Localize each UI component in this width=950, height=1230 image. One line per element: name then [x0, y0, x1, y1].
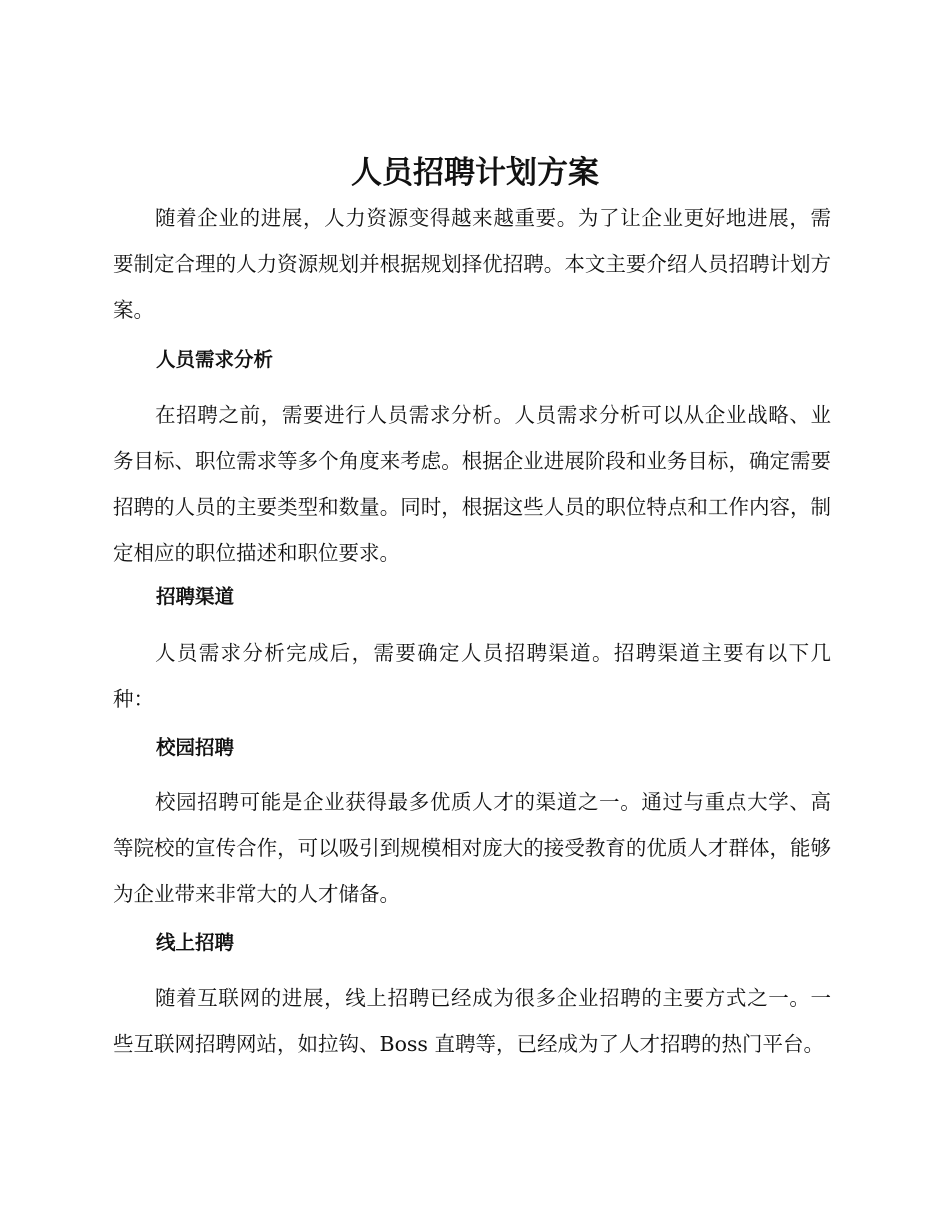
section-body-recruitment-channels: 人员需求分析完成后，需要确定人员招聘渠道。招聘渠道主要有以下几种：	[113, 641, 831, 711]
section-heading-campus-recruitment: 校园招聘	[156, 736, 235, 759]
section-heading-demand-analysis: 人员需求分析	[156, 348, 274, 371]
document-title: 人员招聘计划方案	[351, 155, 599, 191]
section-body-online-recruitment: 随着互联网的进展，线上招聘已经成为很多企业招聘的主要方式之一。一些互联网招聘网站，如拉钩、Boss 直聘等，已经成为了人才招聘的热门平台。	[113, 986, 831, 1056]
section-heading-recruitment-channels: 招聘渠道	[156, 585, 235, 608]
intro-paragraph: 随着企业的进展，人力资源变得越来越重要。为了让企业更好地进展，需要制定合理的人力资源规划并根据规划择优招聘。本文主要介绍人员招聘计划方案。	[113, 206, 831, 322]
section-body-campus-recruitment: 校园招聘可能是企业获得最多优质人才的渠道之一。通过与重点大学、高等院校的宣传合作，可以吸引到规模相对庞大的接受教育的优质人才群体，能够为企业带来非常大的人才储备。	[113, 790, 831, 906]
section-body-demand-analysis: 在招聘之前，需要进行人员需求分析。人员需求分析可以从企业战略、业务目标、职位需求等多个角度来考虑。根据企业进展阶段和业务目标，确定需要招聘的人员的主要类型和数量。同时，根据这些人员的职位特点和工作内容，制定相应的职位描述和职位要求。	[113, 403, 831, 565]
section-heading-online-recruitment: 线上招聘	[156, 931, 235, 954]
